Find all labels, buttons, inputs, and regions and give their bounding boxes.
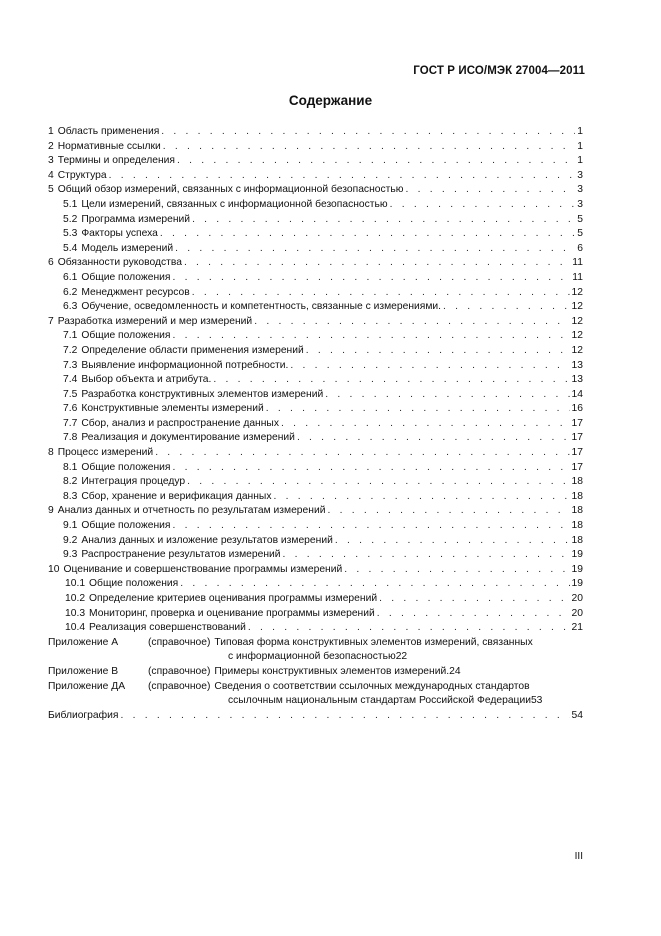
toc-entry[interactable]	[48, 548, 583, 563]
toc-entry-label	[63, 242, 173, 257]
toc-annexes	[48, 636, 583, 709]
toc-entry-page: 16	[571, 403, 583, 415]
annex-title-line1: Сведения о соответствии ссылочных международных стандартов	[214, 680, 530, 692]
annex-page: 24	[449, 665, 461, 677]
annex-page: 22	[395, 651, 408, 663]
toc-entry-number: 6.2	[63, 286, 78, 298]
dot-leader	[173, 271, 571, 286]
dot-leader	[173, 519, 570, 534]
toc-entry-number: 6.1	[63, 271, 78, 283]
toc-entry-title: Определение критериев оценивания программы измерений	[89, 593, 378, 604]
toc-annex[interactable]	[48, 636, 583, 665]
toc-entry-label	[48, 154, 175, 169]
toc-entry[interactable]	[48, 183, 583, 198]
toc-entry[interactable]	[48, 431, 583, 446]
toc-entries	[48, 125, 583, 636]
dot-leader	[306, 344, 570, 359]
toc-entry[interactable]	[48, 534, 583, 549]
dot-leader	[254, 315, 569, 330]
toc-title: Содержание	[288, 93, 373, 108]
dot-leader	[109, 169, 576, 184]
toc-entry[interactable]	[48, 300, 583, 315]
toc-entry-page: 21	[571, 622, 583, 634]
toc-entry[interactable]	[48, 344, 583, 359]
toc-entry-title: Анализ данных и изложение результатов измерений	[81, 534, 333, 546]
toc-entry-label	[65, 621, 246, 636]
toc-entry[interactable]	[48, 140, 583, 155]
toc-entry-page: 54	[571, 709, 583, 721]
toc-entry-page: 18	[571, 476, 583, 488]
toc-entry-title: Обязанности руководства	[57, 257, 182, 269]
dot-leader	[297, 431, 570, 446]
dot-leader	[266, 402, 570, 417]
toc-entry-label	[65, 577, 178, 592]
dot-leader	[273, 490, 569, 505]
toc-entry-number: 5.2	[63, 213, 78, 225]
dot-leader	[192, 286, 570, 301]
toc-entry[interactable]	[48, 446, 583, 461]
dot-leader	[173, 329, 570, 344]
annex-body	[148, 665, 583, 680]
toc-entry-label	[48, 563, 342, 578]
dot-leader	[180, 577, 569, 592]
toc-entry-title: Общие положения	[81, 330, 171, 342]
dot-leader	[327, 504, 569, 519]
annex-key: Приложение А	[48, 636, 119, 648]
toc-entry-page: 17	[571, 447, 583, 459]
toc-entry-number: 7.6	[63, 403, 78, 415]
toc-entry-number: 9.2	[63, 534, 78, 546]
toc-entry-page: 19	[571, 549, 583, 561]
toc-entry[interactable]	[48, 519, 583, 534]
toc-entry-label	[63, 286, 190, 301]
toc-entry-number: 8.3	[63, 490, 78, 502]
toc-entry-number: 7.7	[63, 417, 78, 429]
toc-entry-title: Мониторинг, проверка и оценивание программы измерений	[89, 607, 375, 619]
annex-body	[148, 680, 583, 709]
annex-title-line2: с информационной безопасностью	[228, 651, 396, 663]
toc-entry[interactable]	[48, 329, 583, 344]
toc-entry[interactable]	[48, 461, 583, 476]
annex-body	[148, 636, 583, 665]
toc-entry-label	[63, 519, 171, 534]
toc-entry[interactable]	[48, 402, 583, 417]
toc-entry[interactable]	[48, 315, 583, 330]
annex-title-line1: Типовая форма конструктивных элементов измерений, связанных	[214, 636, 533, 648]
toc-entry-label	[63, 373, 211, 388]
dot-leader	[187, 475, 569, 490]
dot-leader	[443, 300, 570, 315]
dot-leader	[173, 461, 570, 476]
toc-entry-page: 11	[572, 257, 583, 269]
toc-entry-label	[63, 329, 171, 344]
toc-entry-label	[63, 271, 171, 286]
toc-entry-number: 10.2	[65, 593, 86, 604]
dot-leader	[163, 140, 575, 155]
toc-entry-number: 10.1	[65, 578, 86, 590]
toc-entry[interactable]	[48, 621, 583, 636]
toc-entry-label	[48, 169, 107, 184]
toc-entry[interactable]	[48, 198, 583, 213]
toc-entry-number: 6	[48, 257, 54, 269]
toc-entry-number: 6.3	[63, 301, 78, 313]
toc-entry[interactable]	[48, 388, 583, 403]
toc-entry-number: 4	[48, 169, 54, 181]
dot-leader	[155, 446, 569, 461]
toc-entry-page: 1	[577, 126, 583, 137]
toc-entry-number: 2	[48, 140, 54, 152]
toc-entry-page: 11	[572, 271, 583, 283]
toc-entry-title: Область применения	[57, 126, 160, 137]
dot-leader	[377, 607, 570, 622]
dot-leader	[283, 548, 570, 563]
toc-entry-number: 5.3	[63, 228, 78, 240]
toc-entry-page: 3	[577, 184, 583, 196]
toc-entry-page: 20	[571, 607, 583, 619]
toc-entry-label	[48, 315, 252, 330]
toc-entry-label	[63, 198, 388, 213]
toc-entry[interactable]	[48, 169, 583, 184]
toc-entry-title: Факторы успеха	[81, 228, 158, 240]
dot-leader	[390, 198, 576, 213]
toc-entry-label	[63, 417, 279, 432]
toc-entry-number: 9	[48, 505, 54, 517]
toc-entry-page: 20	[571, 593, 583, 604]
toc-entry-page: 1	[577, 155, 583, 167]
dot-leader	[344, 563, 569, 578]
toc-entry[interactable]	[48, 242, 583, 257]
toc-entry[interactable]	[48, 490, 583, 505]
toc-entry-title: Оценивание и совершенствование программы измерений	[63, 563, 343, 575]
toc-entry-title: Библиография	[48, 709, 119, 721]
toc-entry-page: 17	[571, 432, 583, 444]
toc-entry[interactable]	[48, 417, 583, 432]
dot-leader	[405, 183, 575, 198]
toc-entry-title: Общие положения	[81, 461, 171, 473]
toc-entry-page: 13	[571, 359, 583, 371]
dot-leader	[192, 213, 575, 228]
toc-entry-number: 10.3	[65, 607, 86, 619]
toc-entry-title: Модель измерений	[81, 242, 174, 254]
annex-key: Приложение В	[48, 665, 119, 677]
toc-entry-label	[48, 504, 325, 519]
toc-entry-label	[48, 140, 161, 155]
dot-leader	[325, 388, 569, 403]
toc-entry[interactable]	[48, 227, 583, 242]
toc-entry[interactable]	[48, 577, 583, 592]
toc-entry-label	[63, 227, 158, 242]
toc-entry-title: Общий обзор измерений, связанных с информационной безопасностью	[57, 184, 404, 196]
toc-entry-label	[65, 607, 375, 622]
toc-entry-number: 7	[48, 315, 54, 327]
toc-entry-page: 12	[571, 315, 583, 327]
annex-kind: (справочное)	[148, 680, 211, 692]
toc-entry-label	[63, 359, 288, 374]
annex-key: Приложение ДА	[48, 680, 126, 692]
toc-entry-page: 17	[571, 417, 583, 429]
dot-leader	[379, 592, 569, 607]
dot-leader	[213, 373, 569, 388]
toc-entry[interactable]	[48, 373, 583, 388]
dot-leader	[161, 125, 575, 140]
toc-entry-label	[48, 183, 403, 198]
toc-entry-number: 7.8	[63, 432, 78, 444]
toc-annex[interactable]	[48, 665, 583, 680]
toc-entry-page: 18	[571, 534, 583, 546]
toc-entry-page: 13	[571, 374, 583, 386]
page-number: III	[574, 851, 583, 862]
toc-entry-label	[48, 256, 182, 271]
toc-entry-number: 9.3	[63, 549, 78, 561]
toc-entry[interactable]	[48, 271, 583, 286]
toc-annex[interactable]	[48, 680, 583, 709]
toc-entry-page: 19	[571, 563, 583, 575]
toc-entry-label	[48, 125, 159, 140]
toc-entry-title: Общие положения	[89, 578, 179, 590]
toc-entry-title: Распространение результатов измерений	[81, 549, 281, 561]
dot-leader	[335, 534, 570, 549]
toc-entry-title: Конструктивные элементы измерений	[81, 403, 264, 415]
toc-entry[interactable]	[48, 592, 583, 607]
dot-leader	[184, 256, 570, 271]
toc-entry-bibliography[interactable]	[48, 709, 583, 724]
toc-entry-number: 8.2	[63, 476, 78, 488]
toc-entry-title: Интеграция процедур	[81, 476, 186, 488]
toc-entry-label	[63, 490, 271, 505]
annex-page: 53	[530, 695, 543, 707]
dot-leader	[290, 359, 569, 374]
toc-entry-title: Анализ данных и отчетность по результатам измерений	[57, 505, 326, 517]
toc-entry-label	[48, 446, 153, 461]
dot-leader	[177, 154, 575, 169]
document-header: ГОСТ Р ИСО/МЭК 27004—2011	[413, 65, 585, 77]
annex-kind: (справочное)	[148, 636, 211, 648]
toc-entry-number: 5.1	[63, 198, 78, 210]
toc-entry-title: Структура	[57, 169, 107, 181]
toc-entry-title: Общие положения	[81, 520, 171, 532]
toc-entry-number: 5	[48, 184, 54, 196]
annex-title-line1: Примеры конструктивных элементов измерений.	[214, 665, 450, 677]
toc-entry[interactable]	[48, 475, 583, 490]
toc-entry-title: Сбор, анализ и распространение данных	[81, 417, 279, 429]
toc-entry-title: Программа измерений	[81, 213, 191, 225]
toc-entry-page: 12	[571, 344, 583, 356]
toc-entry[interactable]	[48, 213, 583, 228]
toc-entry[interactable]	[48, 256, 583, 271]
toc-entry-page: 3	[577, 198, 583, 210]
dot-leader	[120, 709, 569, 724]
toc-entry-page: 14	[571, 388, 583, 400]
toc-entry-label	[63, 402, 264, 417]
toc-entry-page: 5	[577, 228, 583, 240]
toc-entry-number: 3	[48, 155, 54, 167]
toc-entry[interactable]	[48, 125, 583, 140]
toc-entry-title: Реализация совершенствований	[89, 622, 246, 634]
toc-entry[interactable]	[48, 359, 583, 374]
toc-entry-title: Обучение, осведомленность и компетентность, связанные с измерениями.	[81, 301, 442, 313]
toc-entry-number: 9.1	[63, 520, 78, 532]
toc-entry[interactable]	[48, 607, 583, 622]
toc-entry-label	[63, 534, 333, 549]
toc-entry-label	[63, 475, 185, 490]
toc-entry-number: 7.2	[63, 344, 78, 356]
toc-entry-page: 18	[571, 520, 583, 532]
annex-kind: (справочное)	[148, 665, 211, 677]
toc-entry-number: 7.4	[63, 374, 78, 386]
dot-leader	[175, 242, 575, 257]
toc-entry-title: Цели измерений, связанных с информационной безопасностью	[81, 198, 388, 210]
annex-title-line2: ссылочным национальным стандартам Российской Федерации	[228, 695, 531, 707]
toc-entry[interactable]	[48, 154, 583, 169]
toc-entry-number: 7.1	[63, 330, 78, 342]
toc-entry-label	[63, 300, 441, 315]
toc-entry-page: 18	[571, 490, 583, 502]
toc-entry-page: 12	[571, 301, 583, 313]
toc-entry-number: 1	[48, 126, 54, 137]
toc-entry-number: 7.5	[63, 388, 78, 400]
toc-entry-label	[63, 461, 171, 476]
toc-entry[interactable]	[48, 563, 583, 578]
toc-entry-label	[63, 344, 304, 359]
dot-leader	[160, 227, 575, 242]
toc-entry-page: 19	[571, 578, 583, 590]
toc-entry-label	[63, 213, 190, 228]
toc-entry-title: Разработка конструктивных элементов измерений	[81, 388, 324, 400]
toc-entry-number: 7.3	[63, 359, 78, 371]
toc-entry-title: Термины и определения	[57, 155, 175, 167]
toc-entry-page: 17	[571, 461, 583, 473]
toc-entry-label	[63, 388, 323, 403]
toc-entry-label	[65, 592, 377, 607]
table-of-contents	[48, 125, 583, 723]
toc-entry-title: Общие положения	[81, 271, 171, 283]
toc-entry-label	[63, 548, 281, 563]
toc-entry-page: 3	[577, 169, 583, 181]
toc-entry-number: 5.4	[63, 242, 78, 254]
toc-entry-page: 5	[577, 213, 583, 225]
toc-entry-number: 10	[48, 563, 60, 575]
toc-entry-page: 6	[577, 242, 583, 254]
toc-entry-page: 12	[571, 330, 583, 342]
toc-entry-title: Определение области применения измерений	[81, 344, 304, 356]
toc-entry-title: Выбор объекта и атрибута.	[81, 374, 212, 386]
toc-entry-title: Сбор, хранение и верификация данных	[81, 490, 272, 502]
toc-entry-title: Выявление информационной потребности.	[81, 359, 289, 371]
toc-entry-page: 18	[571, 505, 583, 517]
toc-entry-title: Реализация и документирование измерений	[81, 432, 295, 444]
dot-leader	[248, 621, 570, 636]
toc-entry[interactable]	[48, 286, 583, 301]
toc-entry-number: 8	[48, 447, 54, 459]
toc-entry-page: 1	[577, 140, 583, 152]
toc-entry-number: 8.1	[63, 461, 78, 473]
toc-entry-number: 10.4	[65, 622, 86, 634]
toc-entry-title: Процесс измерений	[57, 447, 154, 459]
toc-entry-label	[63, 431, 295, 446]
dot-leader	[281, 417, 570, 432]
toc-entry-title: Нормативные ссылки	[57, 140, 161, 152]
toc-entry-title: Разработка измерений и мер измерений	[57, 315, 253, 327]
toc-entry-page: 12	[571, 286, 583, 298]
toc-entry[interactable]	[48, 504, 583, 519]
toc-entry-title: Менеджмент ресурсов	[81, 286, 190, 298]
